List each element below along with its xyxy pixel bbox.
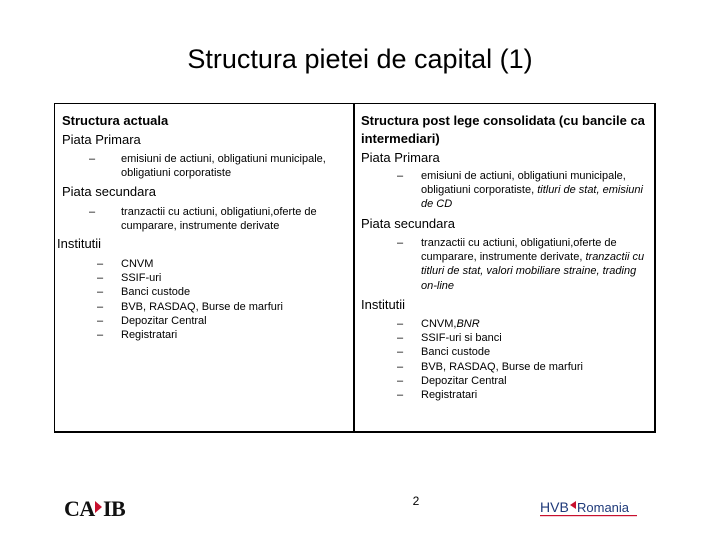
list-item xyxy=(97,300,347,314)
list-item xyxy=(97,271,347,285)
institution-label: Banci custode xyxy=(421,346,491,359)
hvb-romania-logo xyxy=(540,497,640,519)
svg-text:CA: CA xyxy=(64,496,95,521)
dash-bullet: – xyxy=(397,332,404,345)
list-item xyxy=(397,388,652,402)
slide-title: Structura pietei de capital (1) xyxy=(187,44,533,74)
right-primary-item-plain: emisiuni de actiuni, obligatiuni municipale, obligatiuni corporatiste, xyxy=(421,170,626,197)
dash-bullet: – xyxy=(397,318,404,330)
list-item xyxy=(97,257,347,271)
dash-bullet: – xyxy=(397,170,404,182)
left-primary-item: emisiuni de actiuni, obligatiuni municipale, obligatiuni corporatiste xyxy=(121,153,326,180)
caib-logo xyxy=(64,495,134,521)
dash-bullet: – xyxy=(397,360,404,373)
dash-bullet: – xyxy=(97,272,104,285)
institution-label: Banci custode xyxy=(121,286,191,299)
right-inst-first-plain: CNVM, xyxy=(421,318,457,330)
svg-text:Romania: Romania xyxy=(577,500,630,515)
institution-label: Depozitar Central xyxy=(421,374,507,387)
right-institutions-label: Institutii xyxy=(361,297,406,312)
right-heading: Structura post lege consolidata (cu bancile ca intermediari) xyxy=(361,113,645,146)
right-secondary-item xyxy=(421,237,644,292)
institution-label: Registratari xyxy=(121,329,178,342)
svg-text:HVB: HVB xyxy=(540,499,569,515)
list-item xyxy=(397,345,652,359)
institution-label: SSIF-uri si banci xyxy=(421,332,502,345)
list-item xyxy=(97,328,347,342)
list-item xyxy=(97,285,347,299)
left-primary-label: Piata Primara xyxy=(62,132,141,147)
list-item xyxy=(397,236,652,293)
right-primary-item-italic: titluri de stat, emisiuni de CD xyxy=(421,184,643,211)
list-item xyxy=(397,360,652,374)
list-item xyxy=(89,152,351,180)
dash-bullet: – xyxy=(97,258,104,270)
dash-bullet: – xyxy=(97,300,104,313)
page-number: 2 xyxy=(412,494,420,508)
dash-bullet: – xyxy=(89,206,96,218)
left-institutions-list xyxy=(97,257,347,342)
svg-text:IB: IB xyxy=(103,496,126,521)
right-secondary-label: Piata secundara xyxy=(361,216,455,231)
left-secondary-item: tranzactii cu actiuni, obligatiuni,oferte de cumparare, instrumente derivate xyxy=(121,206,317,233)
right-inst-first-italic: BNR xyxy=(456,318,480,330)
dash-bullet: – xyxy=(397,389,404,402)
right-primary-label: Piata Primara xyxy=(361,150,440,165)
right-primary-list xyxy=(397,169,652,212)
institution-label: BVB, RASDAQ, Burse de marfuri xyxy=(121,300,283,313)
dash-bullet: – xyxy=(97,314,104,327)
institution-label: Registratari xyxy=(421,389,478,402)
caib-arrow-mark xyxy=(95,501,102,513)
right-institutions-list xyxy=(397,317,652,402)
list-item xyxy=(397,331,652,345)
dash-bullet: – xyxy=(89,153,96,165)
institution-label: SSIF-uri xyxy=(121,272,162,285)
list-item xyxy=(397,317,652,331)
right-secondary-item-plain: tranzactii cu actiuni, obligatiuni,oferte de cumparare, instrumente derivate, xyxy=(421,237,617,264)
list-item xyxy=(89,205,351,233)
left-secondary-list xyxy=(89,205,351,233)
hvb-arrow-mark xyxy=(570,501,576,509)
dash-bullet: – xyxy=(97,329,104,342)
institution-label: Depozitar Central xyxy=(121,314,207,327)
list-item xyxy=(97,314,347,328)
left-institutions-label: Institutii xyxy=(57,236,102,251)
left-heading: Structura actuala xyxy=(62,113,169,128)
dash-bullet: – xyxy=(397,374,404,387)
dash-bullet: – xyxy=(397,237,404,249)
left-panel xyxy=(54,103,355,433)
right-panel xyxy=(354,103,656,433)
right-secondary-list xyxy=(397,236,652,293)
right-primary-item xyxy=(421,170,643,210)
dash-bullet: – xyxy=(397,346,404,359)
institution-label: BVB, RASDAQ, Burse de marfuri xyxy=(421,360,583,373)
list-item xyxy=(397,169,652,212)
right-secondary-item-italic: tranzactii cu titluri de stat, valori mobiliare straine, trading on-line xyxy=(421,251,645,292)
left-secondary-label: Piata secundara xyxy=(62,184,156,199)
list-item xyxy=(397,374,652,388)
left-primary-list xyxy=(89,152,351,180)
institution-label: CNVM xyxy=(121,258,154,270)
dash-bullet: – xyxy=(97,286,104,299)
